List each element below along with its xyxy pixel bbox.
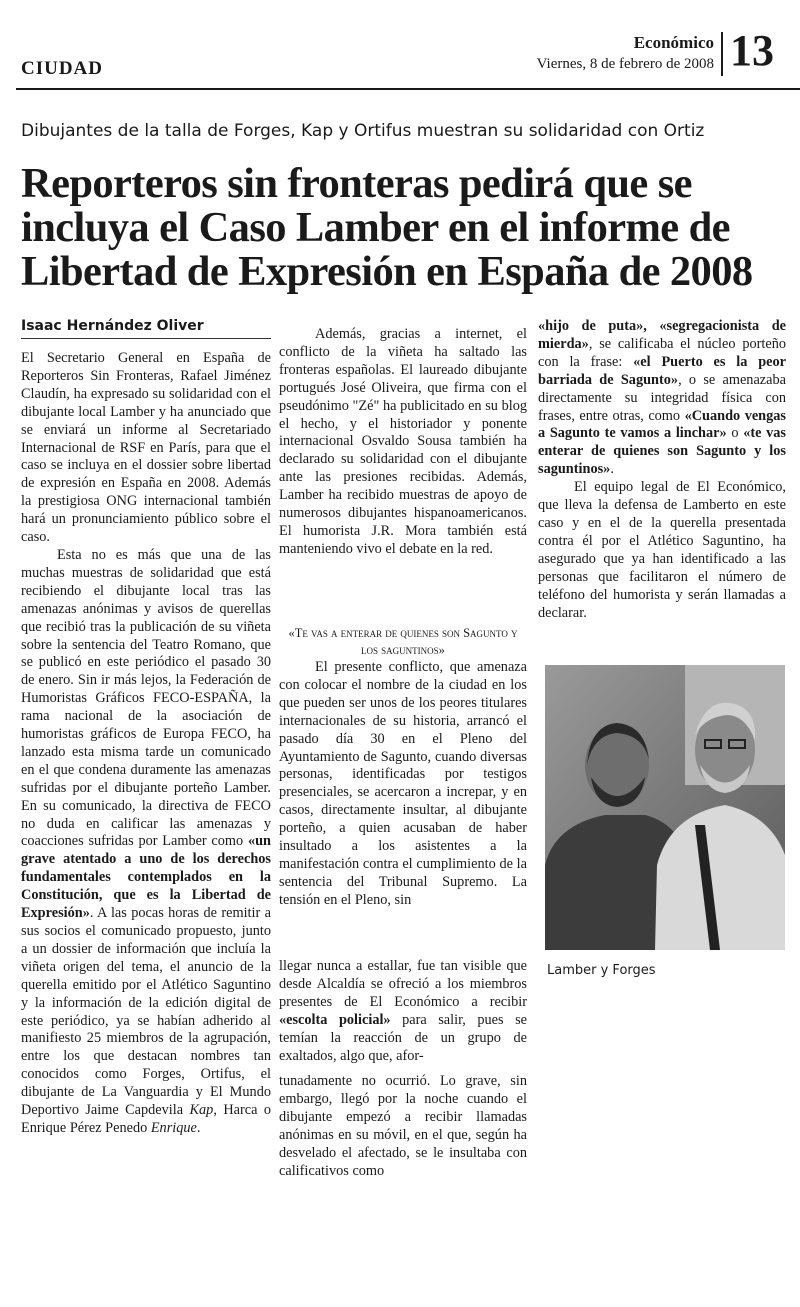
photo-caption: Lamber y Forges [547, 963, 656, 978]
header-divider [721, 32, 723, 76]
paragraph: llegar nunca a estallar, fue tan visible que desde Alcaldía se ofreció a los miembros presentes de El Económico a recibir «escolta policial» para salir, pues se temían la reacción de un grupo de exaltados, algo que, afor- [279, 958, 527, 1064]
page-number: 13 [730, 26, 774, 75]
column-1 [21, 350, 271, 1138]
column-2-lower [279, 958, 527, 1065]
paragraph: El equipo legal de El Económico, que lleva la defensa de Lamberto en este caso y en el de la querella presentada contra él por el Atlético Saguntino, ha asegurado que ya han identificado a las personas que facilitaron el número de teléfono del humorista y serán llamadas a declarar. [538, 479, 786, 621]
column-3 [538, 318, 786, 622]
author-rule [21, 338, 271, 339]
header-rule [16, 88, 800, 90]
column-2-top [279, 326, 527, 559]
paragraph: El Secretario General en España de Reporteros Sin Fronteras, Rafael Jiménez Claudín, ha expresado su solidaridad con el dibujante local Lamber y ha anunciado que se enviará un informe al Secretariado Internacional de RSF en París, para que el caso se incluya en el dossier sobre libertad de expresión en España en 2008. Además la prestigiosa ONG internacional también hará un pronunciamiento público sobre el caso. [21, 350, 271, 546]
paragraph: «hijo de puta», «segregacionista de mierda», se calificaba el núcleo porteño con la frase: «el Puerto es la peor barriada de Sagunto», o se amenazaba directamente su integridad física con frases, entre otras, como «Cuando vengas a Sagunto te vamos a linchar» o «te vas enterar de quienes son Sagunto y los saguntinos». [538, 318, 786, 478]
paragraph: tunadamente no ocurrió. Lo grave, sin embargo, llegó por la noche cuando el dibujante empezó a recibir llamadas anónimas en su móvil, en el que, según ha desvelado el afectado, se le insultaba con calificativos como [279, 1073, 527, 1179]
issue-date: Viernes, 8 de febrero de 2008 [536, 56, 714, 72]
paragraph: Además, gracias a internet, el conflicto de la viñeta ha saltado las fronteras españolas. El laureado dibujante portugués José Oliveira, que firma con el pseudónimo "Zé" ha publicitado en su blog el hecho, y el historiador y ponente internacional Osvaldo Sousa también ha declarado su solidaridad con el dibujante ante las presiones recibidas. Además, Lamber ha recibido muestras de apoyo de numerosos dibujantes hispanoamericanos. El humorista J.R. Mora también está manteniendo vivo el debate en la red. [279, 326, 527, 557]
article-author: Isaac Hernández Oliver [21, 318, 204, 334]
article-subhead: «Te vas a enterar de quienes son Sagunto y los saguntinos» [288, 626, 518, 657]
paragraph: Esta no es más que una de las muchas muestras de solidaridad que está recibiendo el dibujante local tras las amenazas anónimas y avisos de querellas que recibió tras la publicación de su viñeta sobre la sentencia del Teatro Romano, que se publicó en este periódico el pasado 30 de enero. Sin ir más lejos, la Federación de Humoristas Gráficos FECO-ESPAÑA, la rama nacional de la asociación de humoristas gráficos de Europa FECO, ha lanzado esta misma tarde un comunicado en el que condena duramente las amenazas sufridas por el dibujante porteño Lamber. En su comunicado, la directiva de FECO no duda en calificar las amenazas y coacciones sufridas por Lamber como «un grave atentado a uno de los derechos fundamentales contemplados en la Constitución, que es la Libertad de Expresión». A las pocas horas de remitir a sus socios el comunicado propuesto, junto a un dossier de información que incluía la viñeta origen del tema, el anuncio de la querella emitido por el Atlético Saguntino y la información de la edición digital de este periódico, ya se habían adherido al manifiesto 25 miembros de la agrupación, entre los que destacan nombres tan conocidos como Forges, Ortifus, el dibujante de La Vanguardia y El Mundo Deportivo Jaime Capdevila Kap, Harca o Enrique Pérez Penedo Enrique. [21, 546, 271, 1136]
section-label: CIUDAD [21, 58, 103, 79]
column-2-bottom [279, 1073, 527, 1180]
article-photo [545, 665, 785, 950]
paragraph: El presente conflicto, que amenaza con colocar el nombre de la ciudad en los que pueden ser unos de los peores titulares internacionales de su historia, arrancó el pasado día 30 en el Pleno del Ayuntamiento de Sagunto, cuando diversas personas, identificadas por testigos presenciales, se acercaron a increpar, y en casos, directamente insultar, al dibujante porteño, a quien acusaban de haber insultado a los asistentes a la manifestación contra el cumplimiento de la sentencia del Tribunal Supremo. La tensión en el Pleno, sin [279, 659, 527, 908]
photo-illustration [545, 665, 785, 950]
newspaper-name: Económico [633, 33, 714, 52]
article-kicker: Dibujantes de la talla de Forges, Kap y Ortifus muestran su solidaridad con Ortiz [21, 121, 705, 141]
article-headline: Reporteros sin fronteras pedirá que se incluya el Caso Lamber en el informe de Libertad de Expresión en España de 2008 [21, 160, 753, 295]
column-2-middle [279, 659, 527, 910]
